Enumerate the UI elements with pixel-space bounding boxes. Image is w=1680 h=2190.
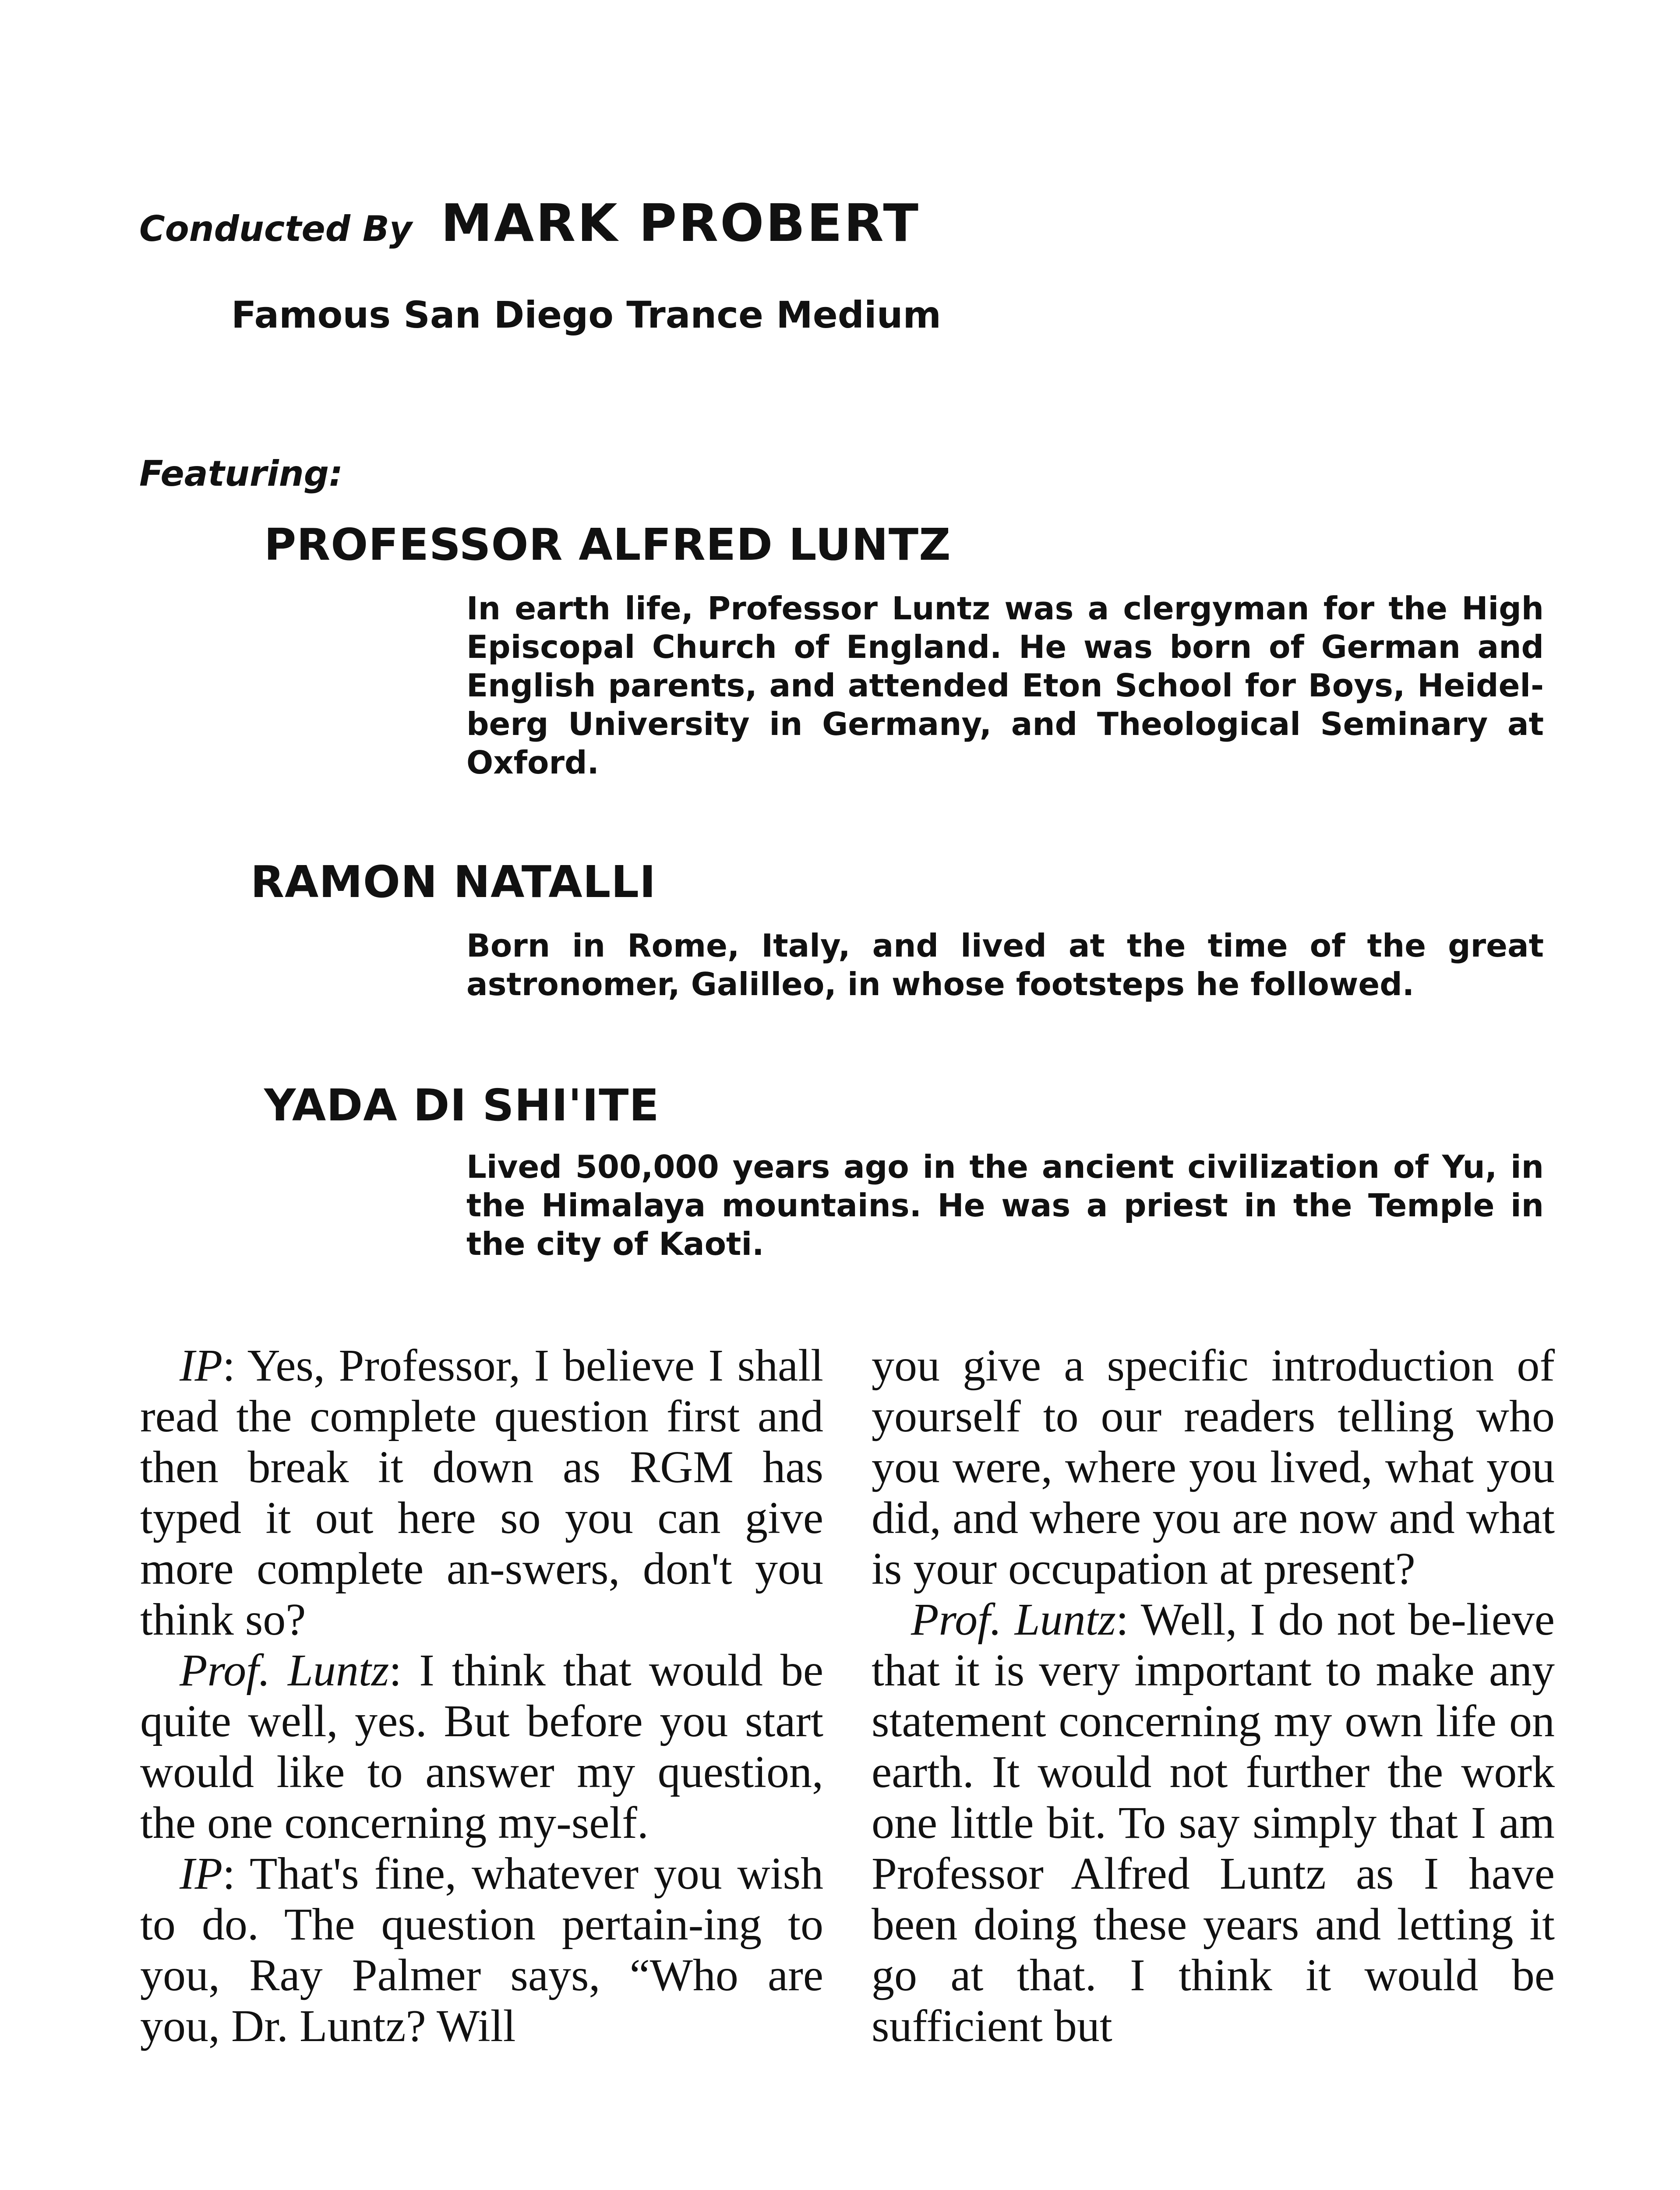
dialogue-paragraph bbox=[872, 1594, 1555, 2052]
dialogue-text: : Yes, Professor, I believe I shall read the complete question first and then break it down as RGM has typed it out here so you can give more complete an-swers, don't you think so? bbox=[140, 1340, 823, 1645]
featured-name: YADA DI SHI'ITE bbox=[264, 1080, 660, 1131]
featured-bio: Lived 500,000 years ago in the ancient civilization of Yu, in the Himalaya mountains. He was a priest in the Temple in the city of Kaoti. bbox=[466, 1148, 1544, 1262]
dialogue-column-left bbox=[140, 1340, 823, 2052]
featured-bio: Born in Rome, Italy, and lived at the time of the great astronomer, Galilleo, in whose footsteps he followed. bbox=[466, 927, 1544, 1003]
featuring-label: Featuring: bbox=[139, 453, 343, 494]
dialogue-column-right bbox=[872, 1340, 1555, 2052]
speaker-label: Prof. Luntz bbox=[911, 1594, 1116, 1645]
speaker-label: Prof. Luntz bbox=[180, 1645, 389, 1695]
dialogue-text: : That's fine, whatever you wish to do. The question pertain-ing to you, Ray Palmer says, “Who are you, Dr. Luntz? Will bbox=[140, 1848, 823, 2051]
featured-bio: In earth life, Professor Luntz was a clergyman for the High Episcopal Church of England. He was born of German and English parents, and attended Eton School for Boys, Heidel-berg University in Germany, and Theological Seminary at Oxford. bbox=[466, 590, 1544, 781]
dialogue-paragraph bbox=[140, 1848, 823, 2052]
dialogue-paragraph bbox=[140, 1340, 823, 1645]
featured-name: RAMON NATALLI bbox=[251, 856, 656, 908]
speaker-label: IP bbox=[180, 1848, 223, 1899]
dialogue-text: you give a specific introduction of yourself to our readers telling who you were, where you lived, what you did, and where you are now and what is your occupation at present? bbox=[872, 1340, 1555, 1594]
speaker-label: IP bbox=[180, 1340, 223, 1391]
conducted-by-line bbox=[139, 193, 920, 253]
conducted-by-label: Conducted By bbox=[139, 208, 413, 249]
dialogue-paragraph bbox=[140, 1645, 823, 1848]
conductor-name: MARK PROBERT bbox=[441, 193, 920, 253]
featured-name: PROFESSOR ALFRED LUNTZ bbox=[264, 519, 951, 570]
conductor-description: Famous San Diego Trance Medium bbox=[231, 293, 942, 336]
dialogue-text: : Well, I do not be-lieve that it is very important to make any statement concerning my own life on earth. It would not further the work one little bit. To say simply that I am Professor Alfred Luntz as I have been doing these years and letting it go at that. I think it would be sufficient but bbox=[872, 1594, 1555, 2051]
dialogue-text: : I think that would be quite well, yes. But before you start would like to answer my question, the one concerning my-self. bbox=[140, 1645, 823, 1848]
dialogue-paragraph bbox=[872, 1340, 1555, 1594]
